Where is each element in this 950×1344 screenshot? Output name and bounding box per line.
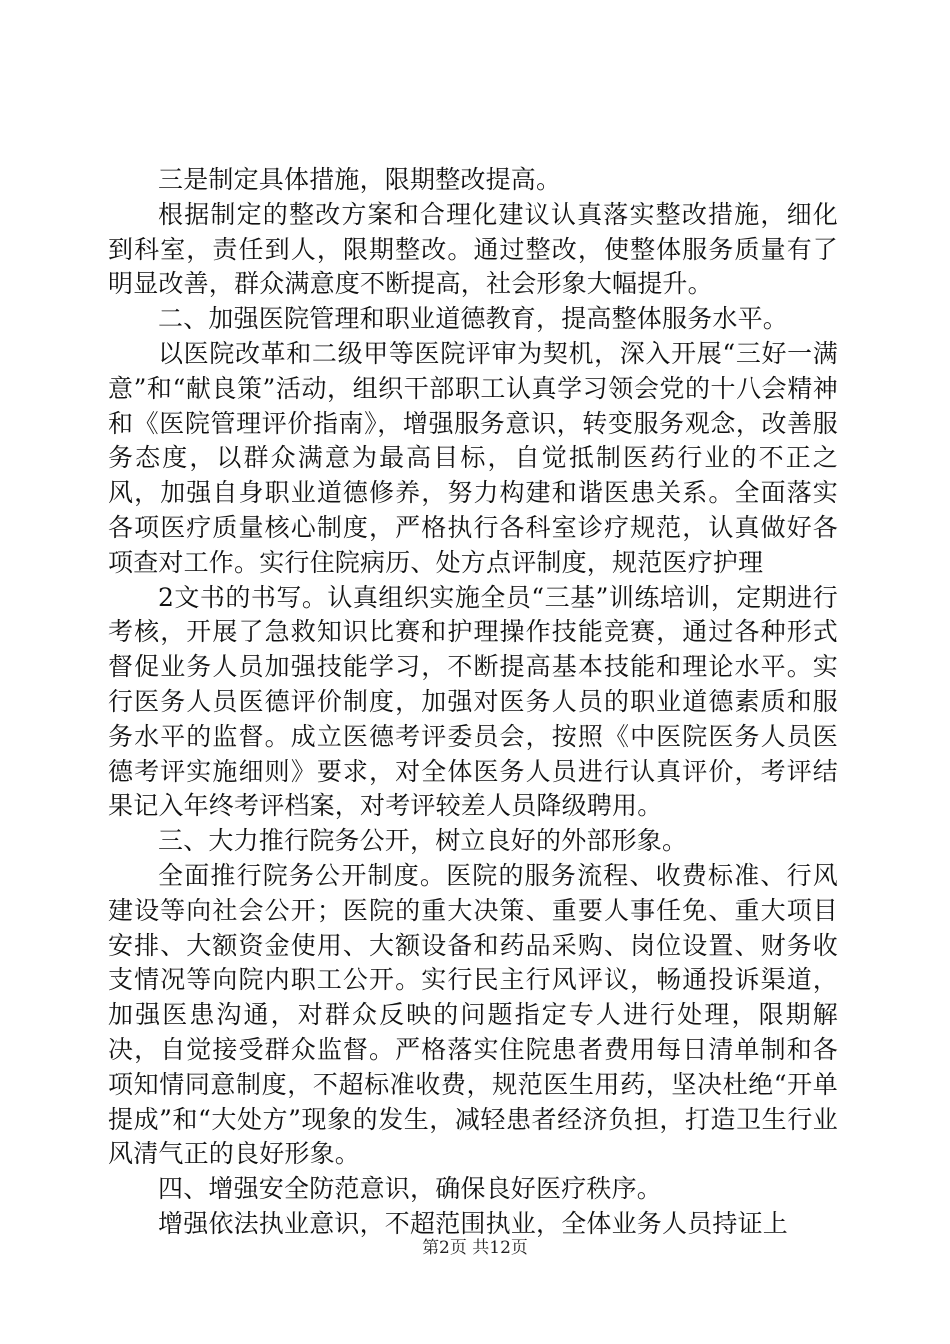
paragraph: 增强依法执业意识，不超范围执业，全体业务人员持证上 bbox=[158, 1208, 789, 1238]
paragraph: 2文书的书写。认真组织实施全员“三基”训练培训，定期进行考核，开展了急救知识比赛和护理操作技能竞赛，通过各种形式督促业务人员加强技能学习，不断提高基本技能和理论水平。实行医务人员医德评价制度，加强对医务人员的职业道德素质和服务水平的监督。成立医德考评委员会，按照《中医院医务人员医德考评实施细则》要求，对全体医务人员进行认真评价，考评结果记入年终考评档案，对考评较差人员降级聘用。 bbox=[108, 582, 838, 821]
document-body bbox=[108, 163, 838, 1242]
paragraph: 全面推行院务公开制度。医院的服务流程、收费标准、行风建设等向社会公开；医院的重大决策、重要人事任免、重大项目安排、大额资金使用、大额设备和药品采购、岗位设置、财务收支情况等向院内职工公开。实行民主行风评议，畅通投诉渠道，加强医患沟通，对群众反映的问题指定专人进行处理，限期解决，自觉接受群众监督。严格落实住院患者费用每日清单制和各项知情同意制度，不超标准收费，规范医生用药，坚决杜绝“开单提成”和“大处方”现象的发生，减轻患者经济负担，打造卫生行业风清气正的良好形象。 bbox=[108, 860, 838, 1169]
paragraph: 根据制定的整改方案和合理化建议认真落实整改措施，细化到科室，责任到人，限期整改。通过整改，使整体服务质量有了明显改善，群众满意度不断提高，社会形象大幅提升。 bbox=[108, 199, 838, 299]
page-footer bbox=[0, 1236, 950, 1260]
page-number: 第2页 共12页 bbox=[422, 1238, 528, 1258]
section-heading: 三、大力推行院务公开，树立良好的外部形象。 bbox=[158, 826, 688, 856]
section-heading: 二、加强医院管理和职业道德教育，提高整体服务水平。 bbox=[158, 304, 789, 334]
paragraph: 三是制定具体措施，限期整改提高。 bbox=[158, 165, 562, 194]
paragraph: 以医院改革和二级甲等医院评审为契机，深入开展“三好一满意”和“献良策”活动，组织干部职工认真学习领会党的十八会精神和《医院管理评价指南》，增强服务意识，转变服务观念，改善服务态度，以群众满意为最高目标，自觉抵制医药行业的不正之风，加强自身职业道德修养，努力构建和谐医患关系。全面落实各项医疗质量核心制度，严格执行各科室诊疗规范，认真做好各项查对工作。实行住院病历、处方点评制度，规范医疗护理 bbox=[108, 338, 838, 577]
section-heading: 四、增强安全防范意识，确保良好医疗秩序。 bbox=[158, 1174, 663, 1204]
